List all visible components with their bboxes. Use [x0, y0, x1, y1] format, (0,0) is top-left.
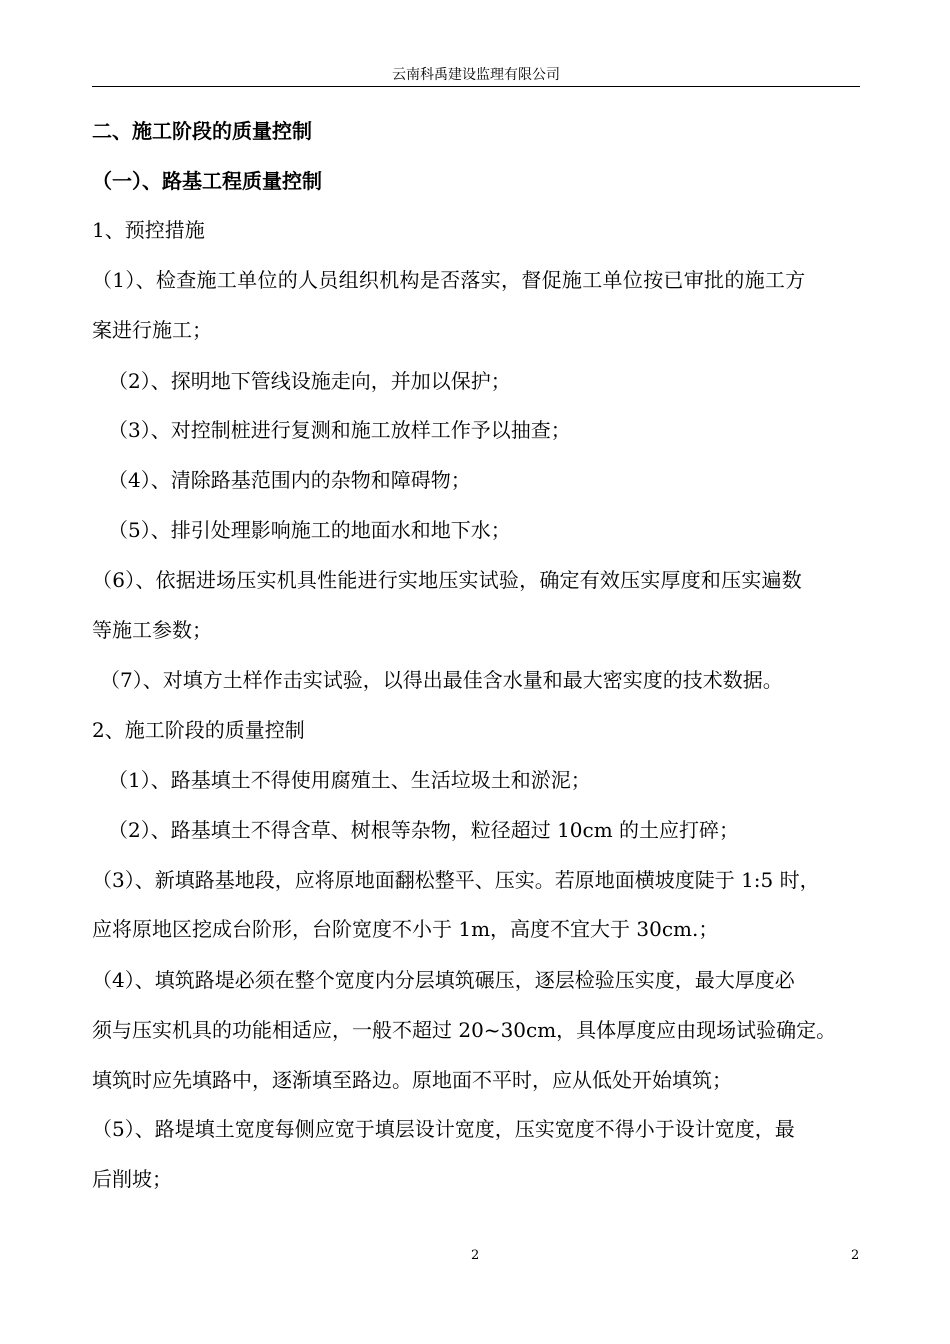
paragraph-heading-2: 2、施工阶段的质量控制 — [92, 718, 305, 742]
text-line: （4）、填筑路堤必须在整个宽度内分层填筑碾压，逐层检验压实度，最大厚度必 — [92, 968, 795, 992]
text-line: 须与压实机具的功能相适应，一般不超过 20~30cm，具体厚度应由现场试验确定。 — [92, 1018, 837, 1042]
text-line: （5）、排引处理影响施工的地面水和地下水； — [108, 518, 511, 542]
text-line: （1）、路基填土不得使用腐殖土、生活垃圾土和淤泥； — [108, 768, 591, 792]
page-number-right: 2 — [851, 1248, 860, 1263]
text-line: （7）、对填方土样作击实试验，以得出最佳含水量和最大密实度的技术数据。 — [100, 668, 783, 692]
text-line: （5）、路堤填土宽度每侧应宽于填层设计宽度，压实宽度不得小于设计宽度，最 — [92, 1117, 795, 1141]
text-line: 应将原地区挖成台阶形，台阶宽度不小于 1m，高度不宜大于 30cm.； — [92, 917, 719, 941]
text-line: 案进行施工； — [92, 318, 212, 342]
text-line: （6）、依据进场压实机具性能进行实地压实试验，确定有效压实厚度和压实遍数 — [92, 568, 802, 592]
text-line: （1）、检查施工单位的人员组织机构是否落实，督促施工单位按已审批的施工方 — [92, 268, 806, 292]
text-line: 填筑时应先填路中，逐渐填至路边。原地面不平时，应从低处开始填筑； — [92, 1068, 732, 1092]
paragraph-heading-1: 1、预控措施 — [92, 218, 205, 242]
page-number-center: 2 — [471, 1248, 480, 1263]
text-line: （2）、路基填土不得含草、树根等杂物，粒径超过 10cm 的土应打碎； — [108, 818, 740, 842]
text-line: （3）、对控制桩进行复测和施工放样工作予以抽查； — [108, 418, 571, 442]
text-line: （3）、新填路基地段，应将原地面翻松整平、压实。若原地面横坡度陡于 1:5 时， — [92, 868, 820, 892]
text-line: （2）、探明地下管线设施走向，并加以保护； — [108, 369, 511, 393]
section-title: 二、施工阶段的质量控制 — [92, 119, 312, 143]
text-line: 后削坡； — [92, 1167, 172, 1191]
header-divider — [92, 86, 860, 87]
text-line: 等施工参数； — [92, 618, 212, 642]
subsection-title: （一）、路基工程质量控制 — [92, 169, 322, 193]
page-header-company: 云南科禹建设监理有限公司 — [392, 67, 560, 83]
text-line: （4）、清除路基范围内的杂物和障碍物； — [108, 468, 471, 492]
